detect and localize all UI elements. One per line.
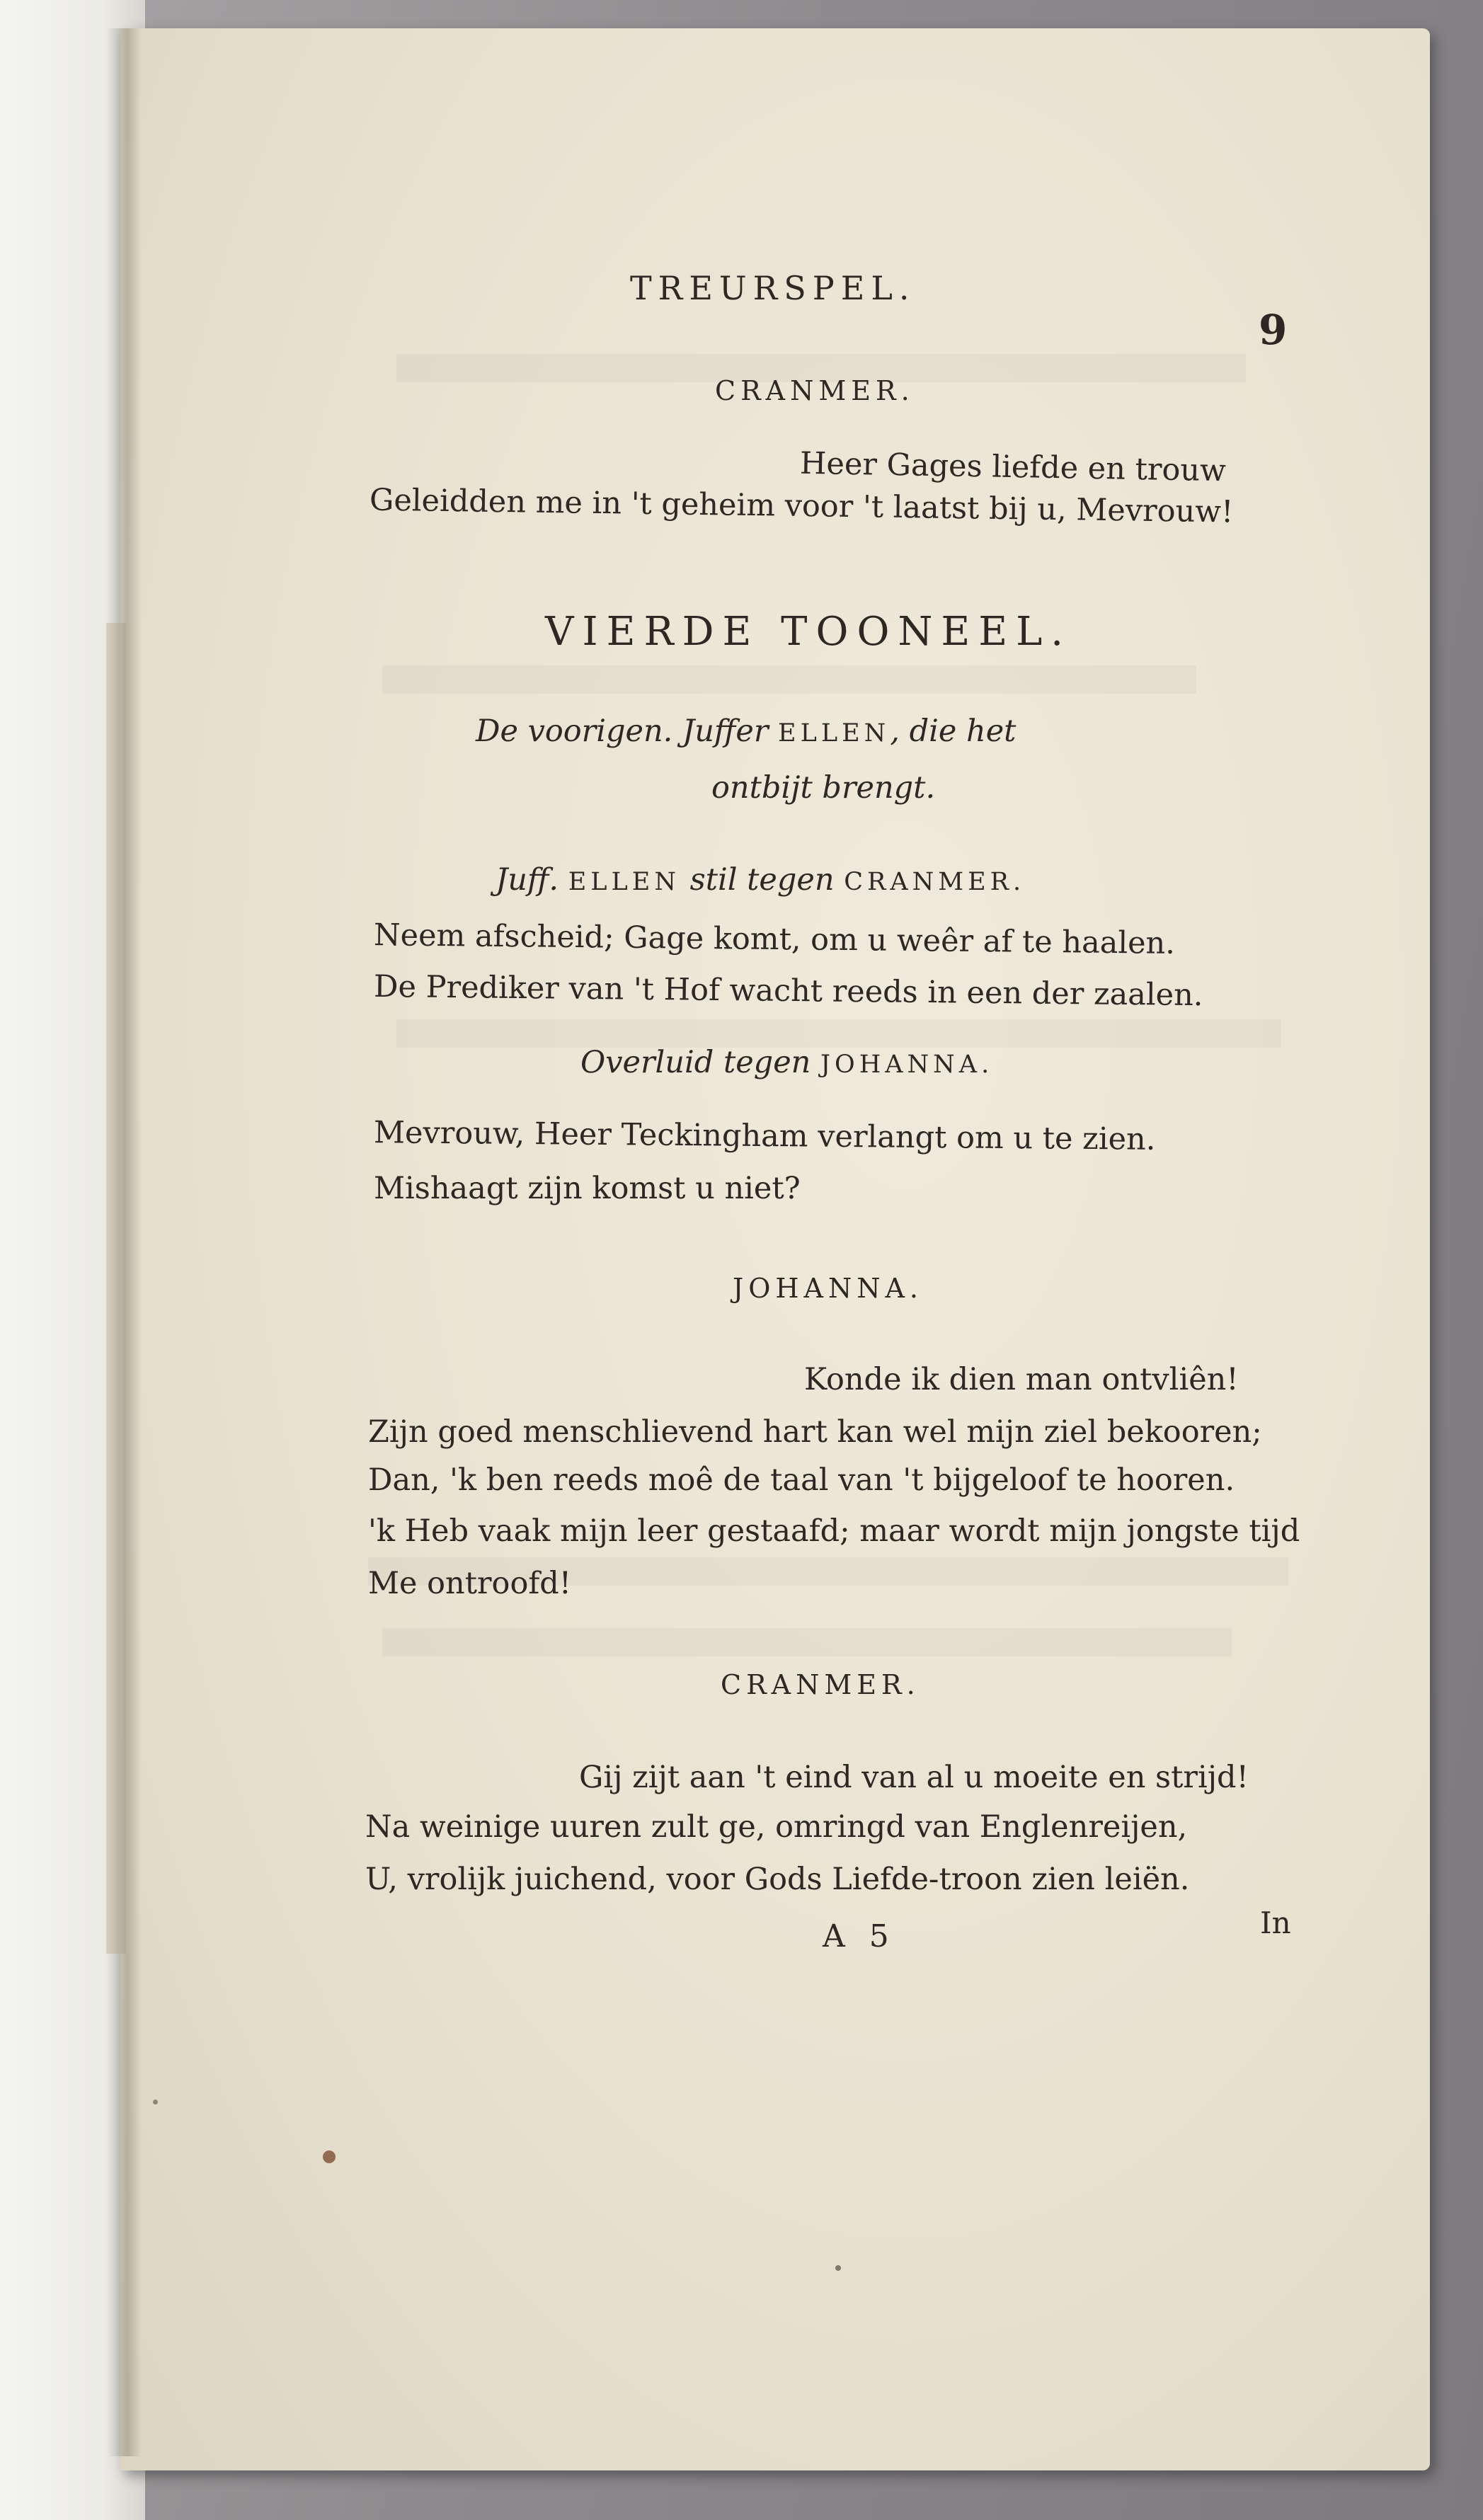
stage-direction xyxy=(476,714,1016,749)
verse-line: Gij zijt aan 't eind van al u moeite en strijd! xyxy=(579,1760,1249,1795)
stage-text: , die het xyxy=(890,714,1017,749)
verse-line: Konde ik dien man ontvliên! xyxy=(804,1362,1239,1397)
catchword: In xyxy=(1260,1906,1291,1940)
speaker-name: JOHANNA. xyxy=(733,1273,923,1304)
signature-mark: A 5 xyxy=(823,1918,896,1954)
stage-text: stil tegen xyxy=(680,862,844,898)
verse-line: Me ontroofd! xyxy=(368,1566,572,1601)
verse-line: 'k Heb vaak mijn leer gestaafd; maar wordt mijn jongste tijd xyxy=(368,1513,1300,1549)
running-head: TREURSPEL. xyxy=(630,269,916,307)
foxing-spot xyxy=(153,2100,158,2104)
character-name: CRANMER. xyxy=(844,868,1026,896)
stage-text: De voorigen. Juffer xyxy=(476,714,779,749)
stage-text: Overluid tegen xyxy=(580,1045,821,1080)
verse-line: Heer Gages liefde en trouw xyxy=(799,445,1227,489)
bleed-through-mark xyxy=(396,1019,1281,1048)
scene-title: VIERDE TOONEEL. xyxy=(545,609,1072,655)
foxing-spot xyxy=(835,2265,841,2271)
character-name: ELLEN xyxy=(778,719,891,748)
foxing-spot xyxy=(323,2150,336,2163)
speaker-name: CRANMER. xyxy=(721,1669,920,1700)
verse-line: Neem afscheid; Gage komt, om u weêr af te haalen. xyxy=(373,917,1176,961)
verse-line: Geleidden me in 't geheim voor 't laatst bij u, Mevrouw! xyxy=(369,482,1234,530)
verse-line: U, vrolijk juichend, voor Gods Liefde-troon zien leiën. xyxy=(365,1862,1190,1897)
character-name: ELLEN xyxy=(568,868,680,896)
bleed-through-mark xyxy=(382,665,1196,694)
verse-line: Mevrouw, Heer Teckingham verlangt om u te zien. xyxy=(373,1115,1156,1157)
gutter-shadow xyxy=(106,28,142,2456)
speaker-name: CRANMER. xyxy=(715,375,915,406)
verse-line: Zijn goed menschlievend hart kan wel mijn ziel bekooren; xyxy=(368,1414,1262,1450)
verse-line: Dan, 'k ben reeds moê de taal van 't bijgeloof te hooren. xyxy=(368,1462,1235,1498)
character-name: JOHANNA. xyxy=(820,1050,994,1079)
stage-direction xyxy=(580,1045,993,1080)
page-number: 9 xyxy=(1259,306,1288,354)
verse-line: De Prediker van 't Hof wacht reeds in een der zaalen. xyxy=(373,968,1203,1014)
verse-line: Mishaagt zijn komst u niet? xyxy=(374,1171,801,1206)
verse-line: Na weinige uuren zult ge, omringd van Englenreijen, xyxy=(365,1809,1188,1845)
stage-direction xyxy=(496,862,1025,898)
bleed-through-mark xyxy=(382,1628,1232,1656)
stage-direction: ontbijt brengt. xyxy=(711,770,936,806)
stage-text: Juff. xyxy=(496,862,568,898)
